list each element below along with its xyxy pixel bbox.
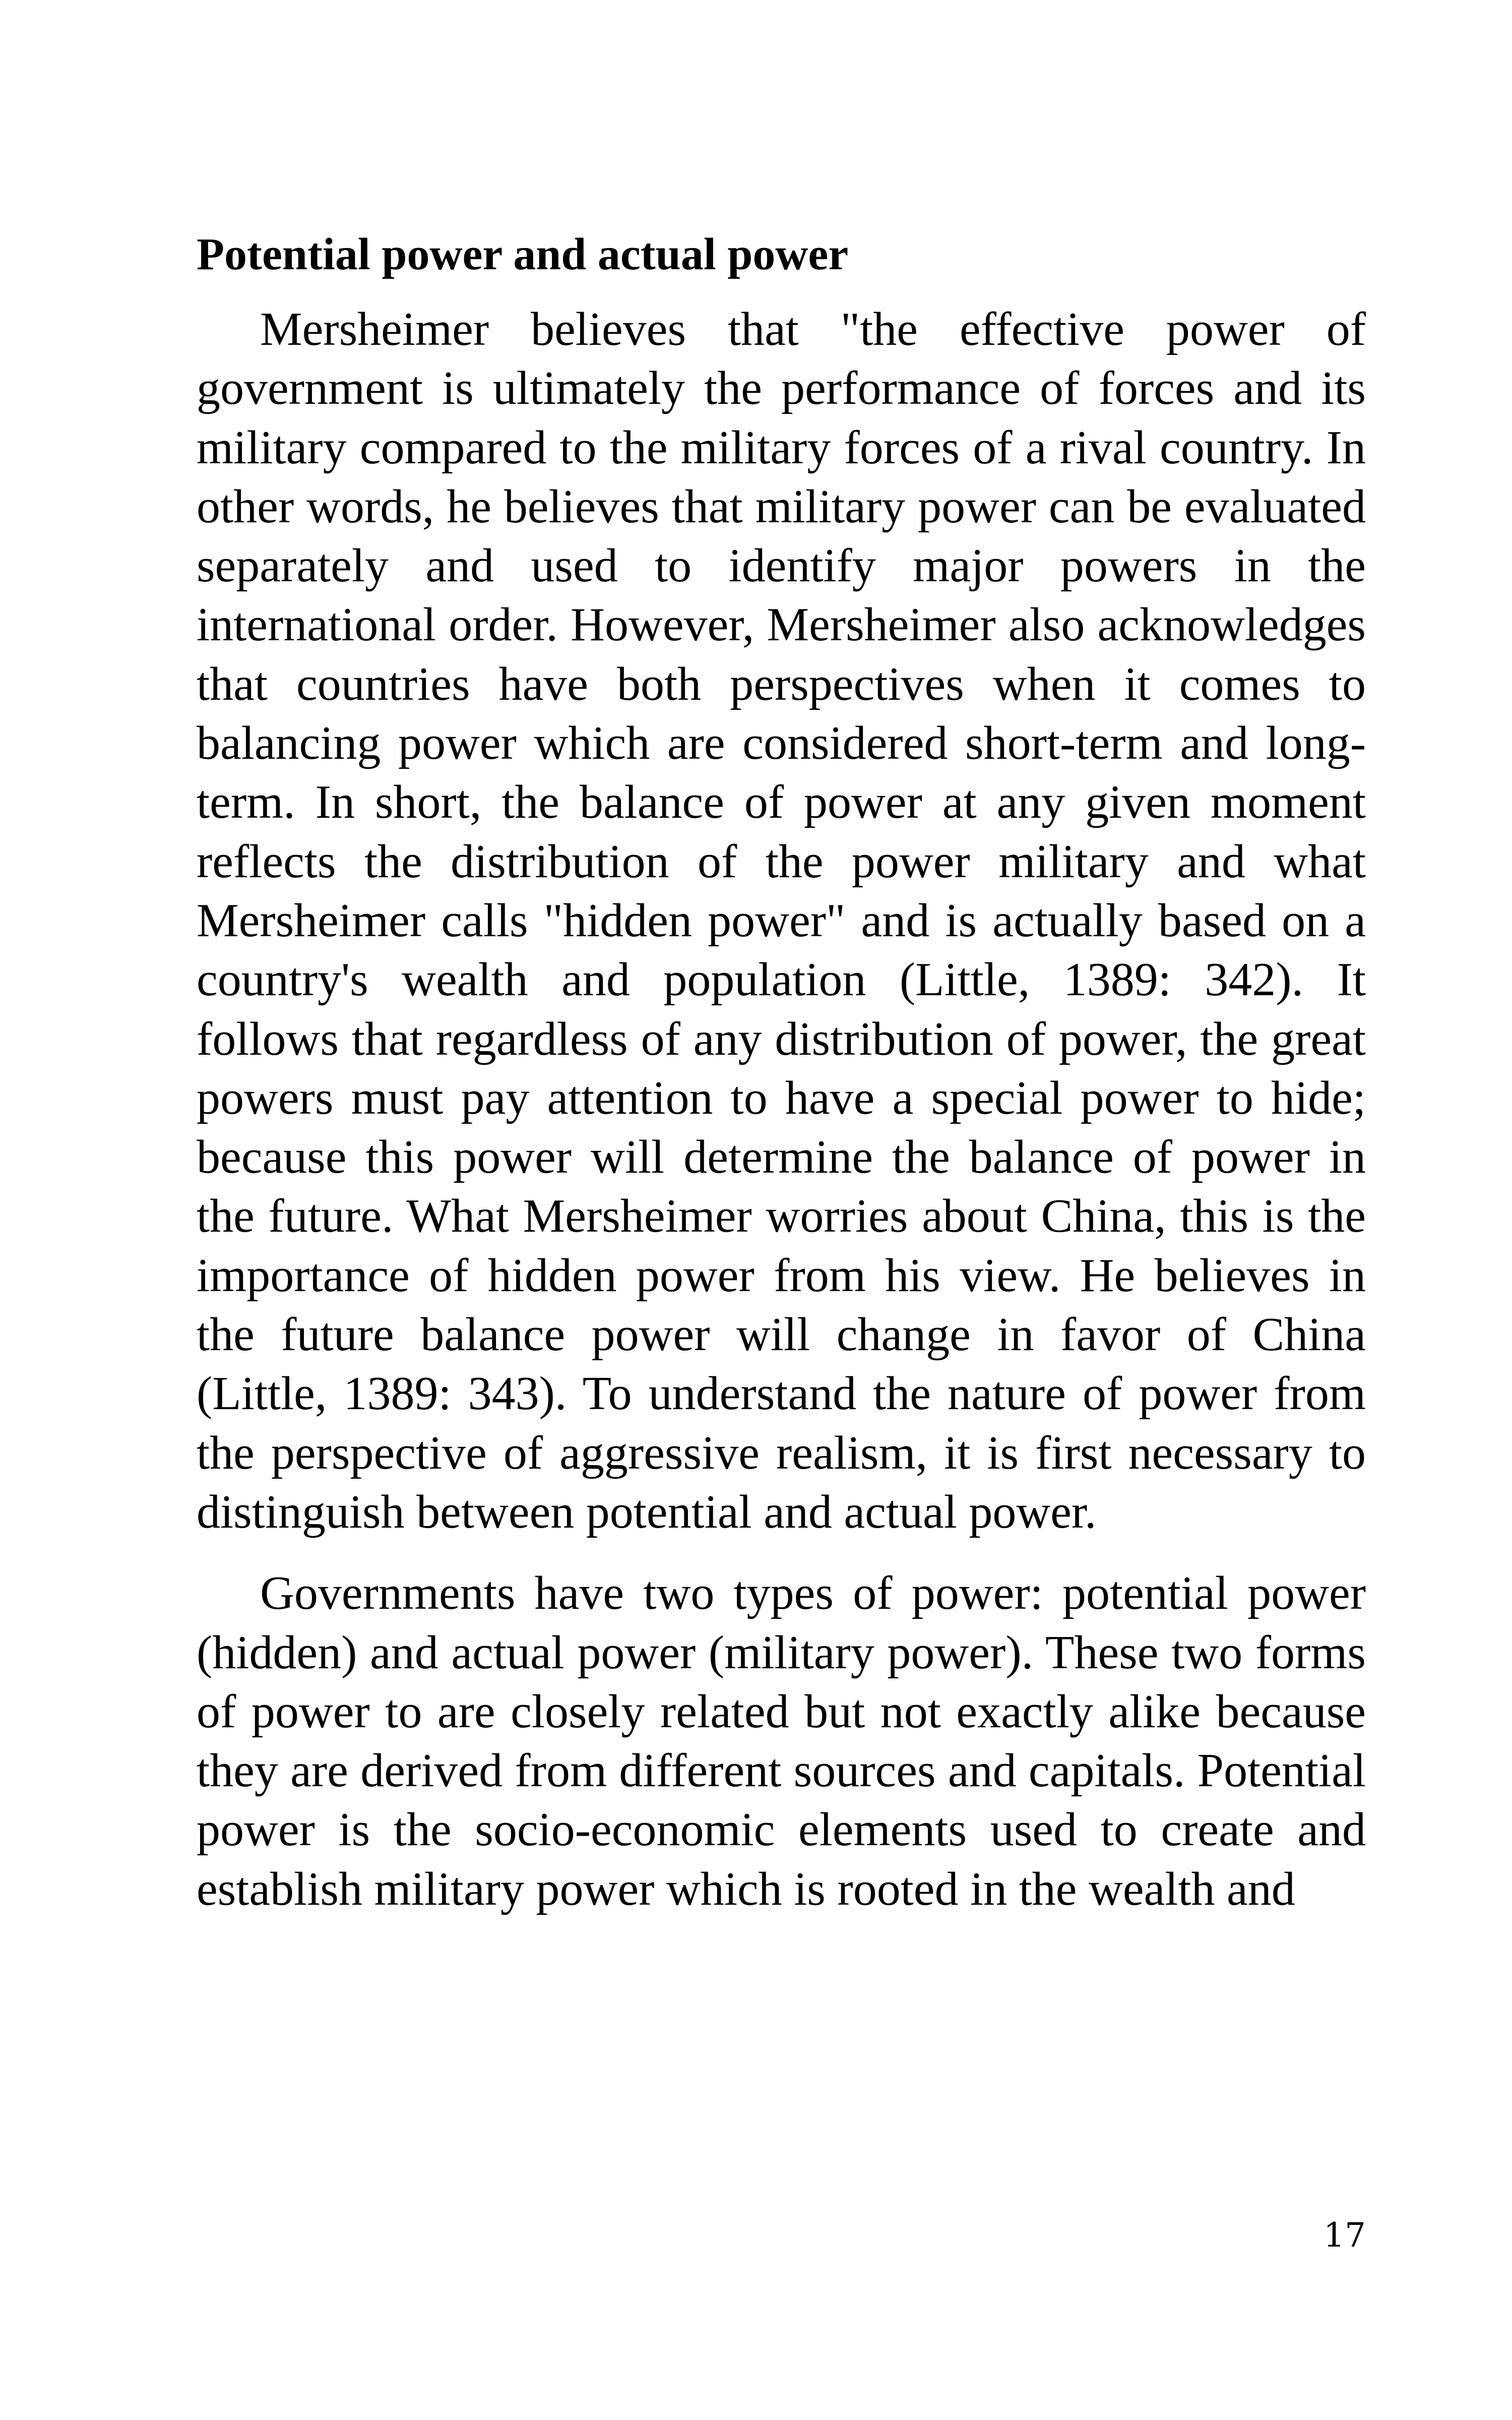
text-block [197,224,1366,1919]
body-paragraph-2: Governments have two types of power: potential power (hidden) and actual power (military power). These two forms of power to are closely related but not exactly alike because they are derived from different sources and capitals. Potential power is the socio-economic elements used to create and establish military power which is rooted in the wealth and [197,1567,1366,1915]
body-paragraph-1: Mersheimer believes that "the effective power of government is ultimately the performance of forces and its military compared to the military forces of a rival country. In other words, he believes that military power can be evaluated separately and used to identify major powers in the international order. However, Mersheimer also acknowledges that countries have both perspectives when it comes to balancing power which are considered short-term and long-term. In short, the balance of power at any given moment reflects the distribution of the power military and what Mersheimer calls "hidden power" and is actually based on a country's wealth and population (Little, 1389: 342). It follows that regardless of any distribution of power, the great powers must pay attention to have a special power to hide; because this power will determine the balance of power in the future. What Mersheimer worries about China, this is the importance of hidden power from his view. He believes in the future balance power will change in favor of China (Little, 1389: 343). To understand the nature of power from the perspective of aggressive realism, it is first necessary to distinguish between potential and actual power. [197,303,1366,1538]
section-heading: Potential power and actual power [197,229,849,279]
page-number: 17 [1324,2216,1366,2255]
